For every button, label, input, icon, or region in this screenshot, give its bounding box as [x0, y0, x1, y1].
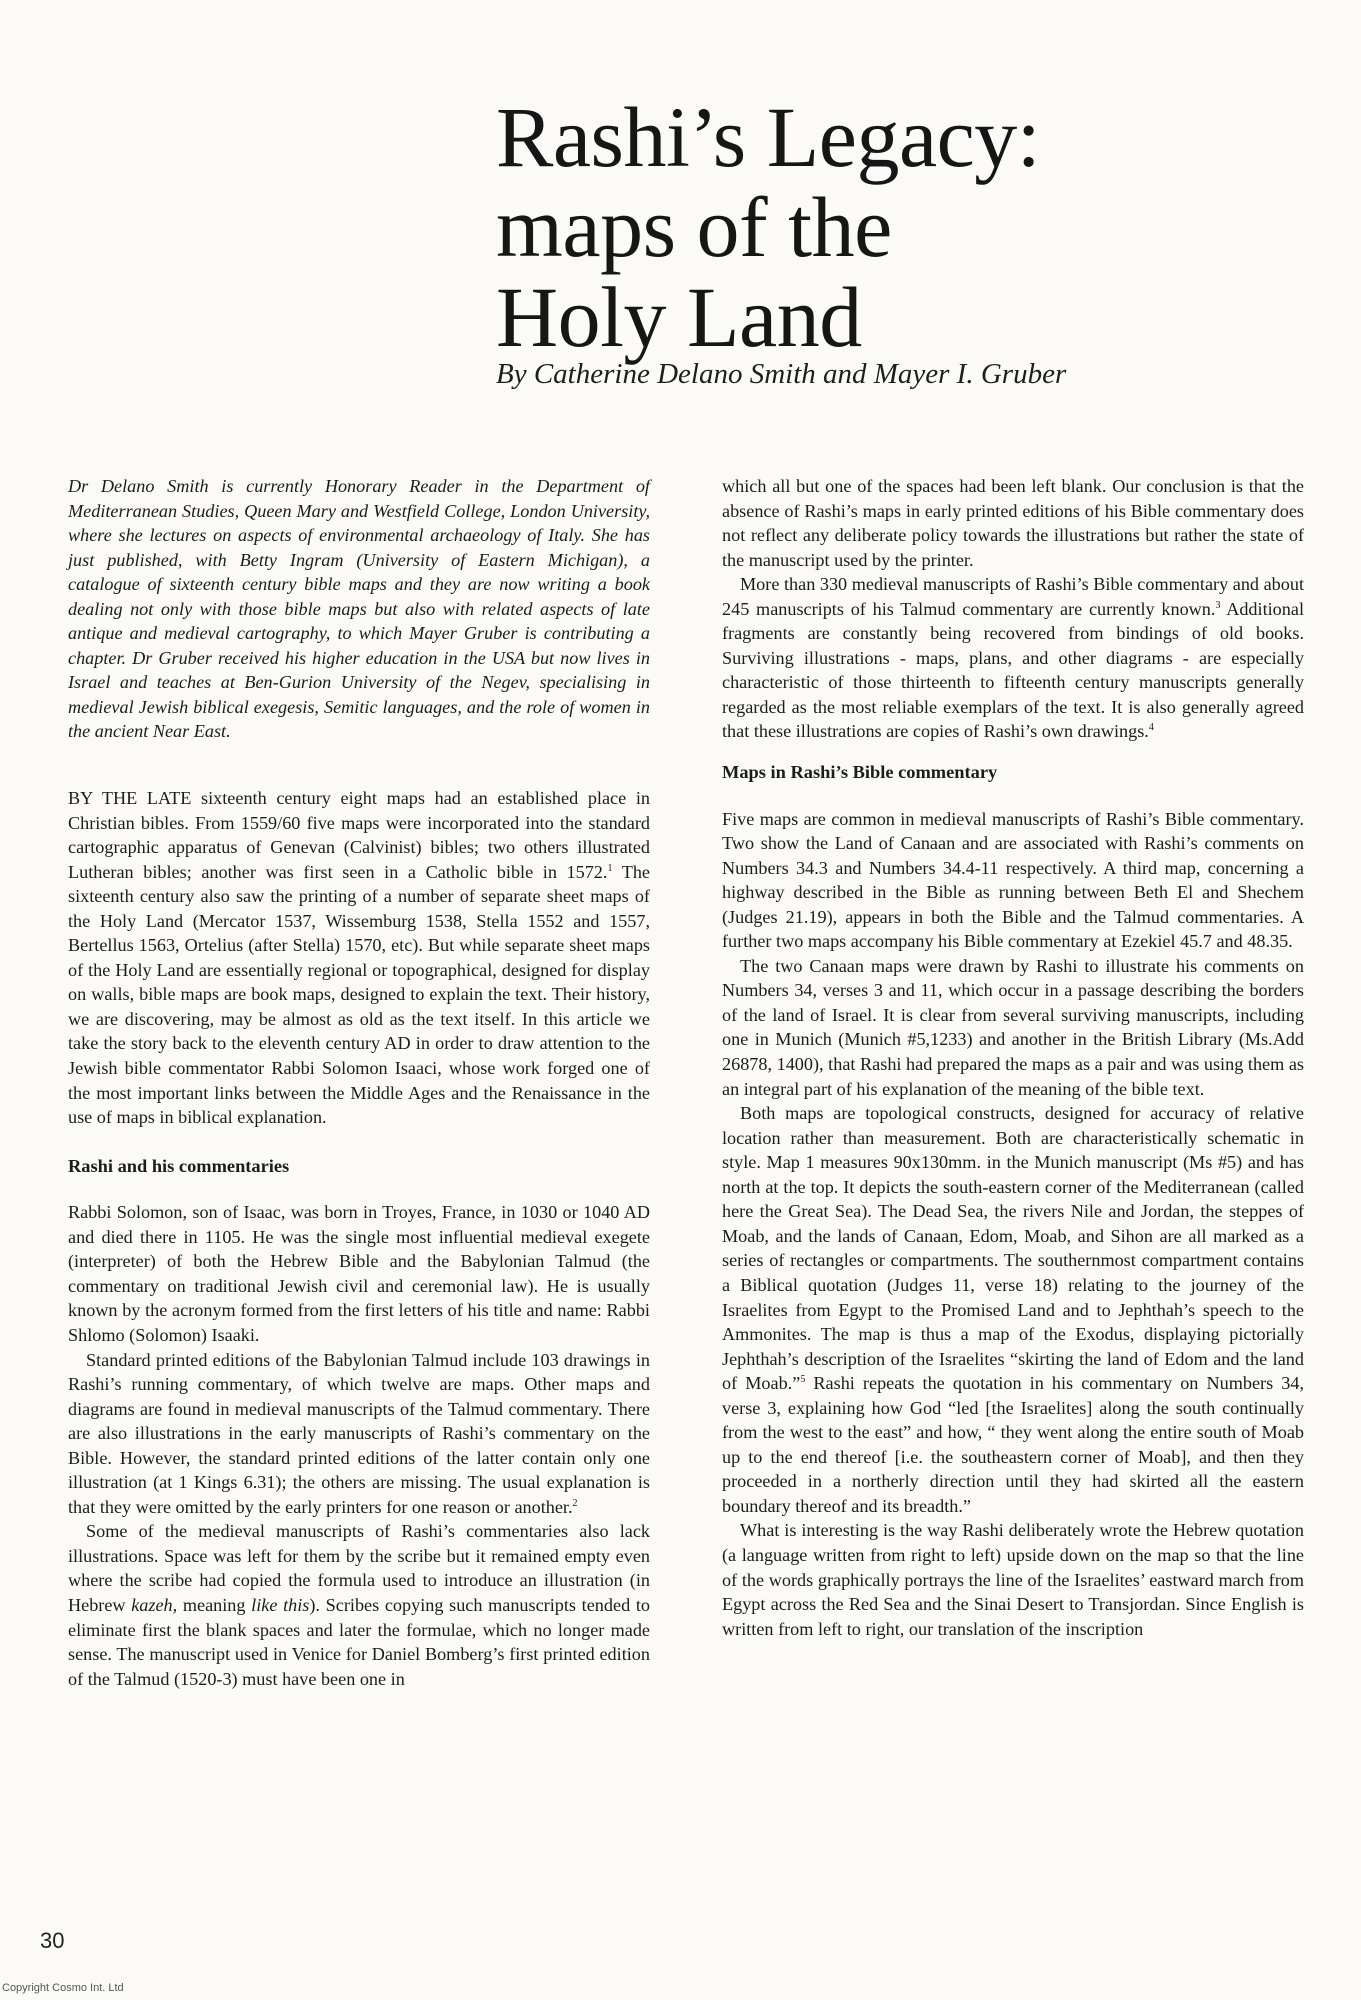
missing-illustrations-text: Some of the medieval manuscripts of Rashi’s commentaries also lack illustrations. Space was left for them by the scribe but it remained empty even where the scribe had copied the formula used to introduce an illustration (in Hebrew — [68, 1521, 650, 1615]
intro-text-cont: The sixteenth century also saw the printing of a number of separate sheet maps of the Holy Land (Mercator 1537, Wissemburg 1538, Stella 1552 and 1557, Bertellus 1563, Ortelius (after Stella) 1570, etc). But while separate sheet maps of the Holy Land are essentially regional or topographical, designed for display on walls, bible maps are book maps, designed to explain the text. Their history, we are discovering, may be almost as old as the text itself. In this article we take the story back to the eleventh century AD in order to draw attention to the Jewish bible commentator Rabbi Solomon Isaaci, whose work forged one of the most important links between the Middle Ages and the Renaissance in the use of maps in biblical explanation. — [68, 861, 650, 1128]
term-kazeh: kazeh — [131, 1594, 173, 1615]
footnote-ref-4: 4 — [1148, 722, 1154, 734]
paragraph-conclusion: which all but one of the spaces had been left blank. Our conclusion is that the absence of Rashi’s maps in early printed editions of his Bible commentary does not reflect any deliberate policy towards the illustrations but rather the state of the manuscript used by the printer. — [722, 476, 1304, 570]
paragraph-manuscripts — [722, 572, 1304, 744]
topological-text: Both maps are topological constructs, designed for accuracy of relative location rather than measurement. Both are characteristically schematic in style. Map 1 measures 90x130mm. in the Munich manuscript (Ms #5) and has north at the top. It depicts the south-eastern corner of the Mediterranean (called here the Great Sea). The Dead Sea, the rivers Nile and Jordan, the steppes of Moab, and the lands of Canaan, Edom, Moab, and Sihon are all marked as a series of rectangles or compartments. The southernmost compartment contains a Biblical quotation (Judges 11, verse 18) relating to the journey of the Israelites from Egypt to the Promised Land and to Jephthah’s speech to the Ammonites. The map is thus a map of the Exodus, displaying pictorially Jephthah’s description of the Israelites “skirting the land of Edom and the land of Moab.” — [722, 1103, 1304, 1394]
section-heading-rashi-commentaries: Rashi and his commentaries — [68, 1155, 290, 1176]
intro-paragraph — [68, 786, 650, 1130]
section-heading-maps-bible-commentary: Maps in Rashi’s Bible commentary — [722, 762, 998, 783]
byline: By Catherine Delano Smith and Mayer I. Gruber — [496, 358, 1067, 390]
author-bio — [68, 474, 650, 744]
title-line-1: Rashi’s Legacy: — [496, 89, 1041, 185]
missing-illustrations-text-3: ). Scribes copying such manuscripts tended to eliminate first the blank spaces and later the formulae, which no longer made sense. The manuscript used in Venice for Daniel Bomberg’s first printed edition of the Talmud (1520-3) must have been one in — [68, 1594, 650, 1689]
paragraph-topological — [722, 1101, 1304, 1518]
article-title — [496, 89, 1296, 365]
intro-text: BY THE LATE sixteenth century eight maps had an established place in Christian bibles. From 1559/60 five maps were incorporated into the standard cartographic apparatus of Genevan (Calvinist) bibles; two others illustrated Lutheran bibles; another was first seen in a Catholic bible in 1572. — [68, 788, 650, 882]
paragraph-rabbi-solomon: Rabbi Solomon, son of Isaac, was born in Troyes, France, in 1030 or 1040 AD and died there in 1105. He was the single most influential medieval exegete (interpreter) of both the Hebrew Bible and the Babylonian Talmud (the commentary on traditional Jewish civil and ceremonial law). He is usually known by the acronym formed from the first letters of his title and name: Rabbi Shlomo (Solomon) Isaaki. — [68, 1202, 650, 1345]
paragraph-canaan-maps: The two Canaan maps were drawn by Rashi to illustrate his comments on Numbers 34, verses 3 and 11, which occur in a passage describing the borders of the land of Israel. It is clear from several surviving manuscripts, including one in Munich (Munich #5,1233) and another in the British Library (Ms.Add 26878, 1400), that Rashi had prepared the maps as a pair and was using them as an integral part of his explanation of the meaning of the bible text. — [722, 955, 1304, 1099]
manuscripts-text: More than 330 medieval manuscripts of Rashi’s Bible commentary and about 245 manuscripts of his Talmud commentary are currently known. — [722, 574, 1304, 619]
paragraph-missing-illustrations — [68, 1519, 650, 1691]
paragraph-talmud-editions — [68, 1348, 650, 1520]
left-column — [68, 474, 650, 1691]
footnote-ref-3: 3 — [1215, 599, 1221, 611]
footnote-ref-1: 1 — [607, 862, 613, 874]
manuscripts-text-cont: Additional fragments are constantly being recovered from bindings of old books. Surviving illustrations - maps, plans, and other diagrams - are especially characteristic of those thirteenth to fifteenth century manuscripts generally regarded as the most reliable exemplars of the text. It is also generally agreed that these illustrations are copies of Rashi’s own drawings. — [722, 598, 1304, 742]
title-line-3: Holy Land — [496, 269, 862, 365]
bio-text: Dr Delano Smith is currently Honorary Reader in the Department of Mediterranean Studies, Queen Mary and Westfield College, London University, where she lectures on aspects of environmental archaeology of Italy. She has just published, with Betty Ingram (University of Eastern Michigan), a catalogue of sixteenth century bible maps and they are now writing a book dealing not only with those bible maps but also with related aspects of late antique and medieval cartography, to which Mayer Gruber is contributing a chapter. Dr Gruber received his higher education in the USA but now lives in Israel and teaches at Ben-Gurion University of the Negev, specialising in medieval Jewish biblical exegesis, Semitic languages, and the role of women in the ancient Near East. — [68, 476, 650, 742]
talmud-editions-text: Standard printed editions of the Babylonian Talmud include 103 drawings in Rashi’s running commentary, of which twelve are maps. Other maps and diagrams are found in medieval manuscripts of the Talmud commentary. There are also illustrations in the early manuscripts of Rashi’s commentary on the Bible. However, the standard printed editions of the latter contain only one illustration (at 1 Kings 6.31); the others are missing. The usual explanation is that they were omitted by the early printers for one reason or another. — [68, 1349, 650, 1517]
title-line-2: maps of the — [496, 179, 892, 275]
footnote-ref-2: 2 — [572, 1497, 578, 1509]
paragraph-hebrew-quotation: What is interesting is the way Rashi deliberately wrote the Hebrew quotation (a language written from right to left) upside down on the map so that the line of the words graphically portrays the line of the Israelites’ eastward march from Egypt across the Red Sea and the Sinai Desert to Transjordan. Since English is written from left to right, our translation of the inscription — [722, 1520, 1304, 1639]
right-column — [722, 474, 1304, 1641]
copyright-watermark: Copyright Cosmo Int. Ltd — [2, 1982, 124, 1994]
topological-text-cont: Rashi repeats the quotation in his commentary on Numbers 34, verse 3, explaining how God “led [the Israelites] along the south continually from the west to the east” and how, “ they went along the entire south of Moab up to the end thereof [i.e. the southeastern corner of Moab], and then they proceeded in a northerly direction until they had skirted all the eastern boundary thereof and its breadth.” — [722, 1373, 1305, 1516]
missing-illustrations-text-2: , meaning — [172, 1594, 252, 1615]
footnote-ref-5: 5 — [800, 1374, 806, 1386]
page-number: 30 — [40, 1928, 65, 1953]
term-like-this: like this — [251, 1594, 310, 1615]
paragraph-five-maps: Five maps are common in medieval manuscripts of Rashi’s Bible commentary. Two show the Land of Canaan and are associated with Rashi’s comments on Numbers 34.3 and Numbers 34.4-11 respectively. A third map, concerning a highway described in the Bible as running between Beth El and Shechem (Judges 21.19), appears in both the Bible and the Talmud commentaries. A further two maps accompany his Bible commentary at Ezekiel 45.7 and 48.35. — [722, 808, 1304, 952]
